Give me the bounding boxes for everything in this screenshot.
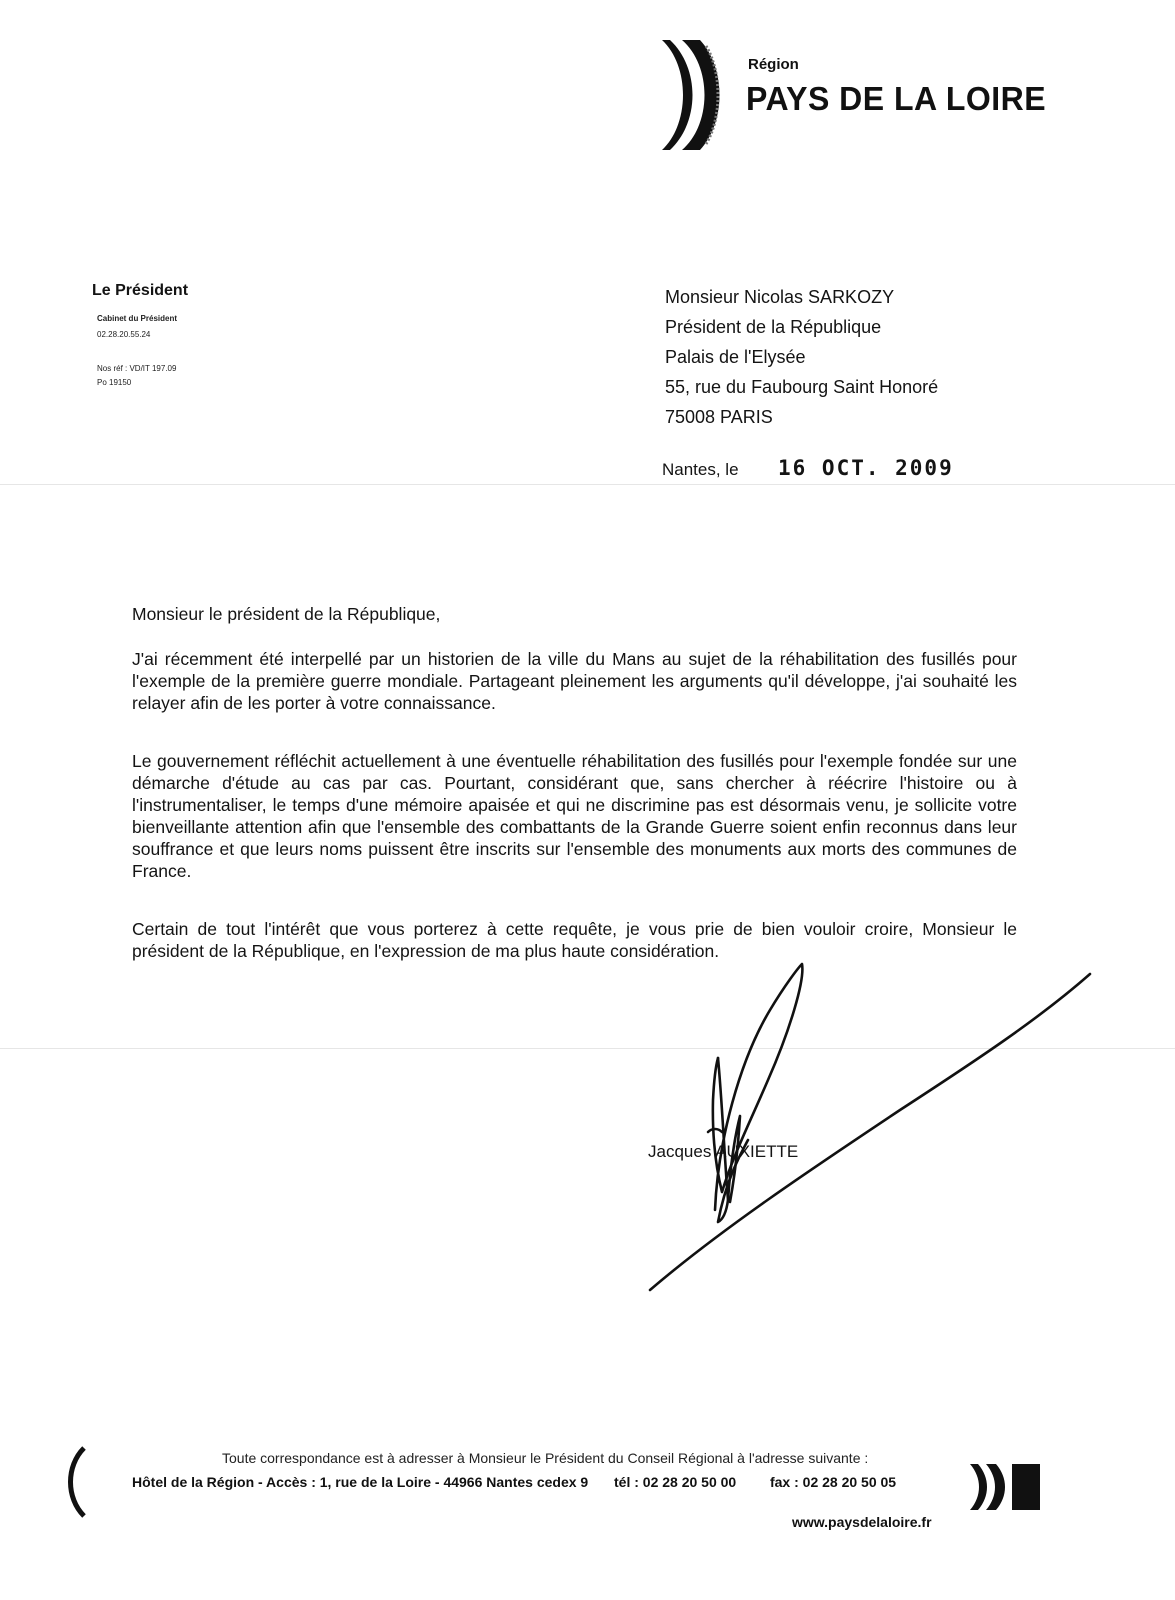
footer-telephone: tél : 02 28 20 50 00 (614, 1474, 737, 1490)
footer-hotel-address: Hôtel de la Région - Accès : 1, rue de la Loire - 44966 Nantes cedex 9 (132, 1474, 589, 1490)
recipient-line: Président de la République (665, 317, 882, 337)
recipient-line: 55, rue du Faubourg Saint Honoré (665, 377, 939, 397)
region-logo-icon (660, 36, 726, 154)
recipient-line: Palais de l'Elysée (665, 347, 806, 367)
signature-icon (600, 940, 1100, 1320)
recipient-address (665, 282, 938, 432)
sender-phone: 02.28.20.55.24 (97, 330, 151, 339)
logo-region-label: Région (748, 56, 799, 73)
dateline-place: Nantes, le (662, 460, 739, 479)
sender-title: Le Président (92, 282, 189, 299)
letter-salutation: Monsieur le président de la République, (132, 604, 441, 624)
dateline-date: 16 OCT. 2009 (778, 456, 954, 480)
recipient-line: Monsieur Nicolas SARKOZY (665, 287, 895, 307)
footer-address (132, 1474, 896, 1490)
sender-reference: Nos réf : VD/IT 197.09 (97, 364, 177, 373)
footer-fax: fax : 02 28 20 50 05 (769, 1474, 897, 1490)
logo-region-name: PAYS DE LA LOIRE (746, 80, 1047, 117)
letter-paragraph: J'ai récemment été interpellé par un historien de la ville du Mans au sujet de la réhabilitation des fusillés pour l'exemple de la première guerre mondiale. Partageant pleinement les arguments qu'il développe, j'ai souhaité les relayer afin de les porter à votre connaissance. (132, 649, 1017, 713)
footer-note: Toute correspondance est à adresser à Monsieur le Président du Conseil Régional à l'adresse suivante : (222, 1450, 869, 1466)
footer-region-logo-icon (968, 1462, 1044, 1512)
sender-cabinet: Cabinet du Président (97, 314, 178, 323)
sender-po-reference: Po 19150 (97, 378, 132, 387)
recipient-line: 75008 PARIS (665, 407, 773, 427)
footer-bracket-icon (62, 1446, 88, 1518)
letter-paragraph: Le gouvernement réfléchit actuellement à une éventuelle réhabilitation des fusillés pour l'exemple fondée sur une démarche d'étude au cas par cas. Pourtant, considérant que, sans chercher à réécrire l'histoire ou à l'instrumentaliser, le temps d'une mémoire apaisée et qui ne discrimine pas est désormais venu, je sollicite votre bienveillante attention afin que l'ensemble des combattants de la Grande Guerre soient enfin reconnus dans leur souffrance et que leurs noms puissent être inscrits sur l'ensemble des monuments aux morts des communes de France. (132, 751, 1017, 881)
letter-paragraph: Certain de tout l'intérêt que vous porterez à cette requête, je vous prie de bien vouloir croire, Monsieur le président de la République, en l'expression de ma plus haute considération. (132, 919, 1017, 961)
signer-name: Jacques AUXIETTE (648, 1142, 799, 1161)
footer-website: www.paysdelaloire.fr (792, 1514, 932, 1530)
paper-fold (0, 484, 1175, 485)
